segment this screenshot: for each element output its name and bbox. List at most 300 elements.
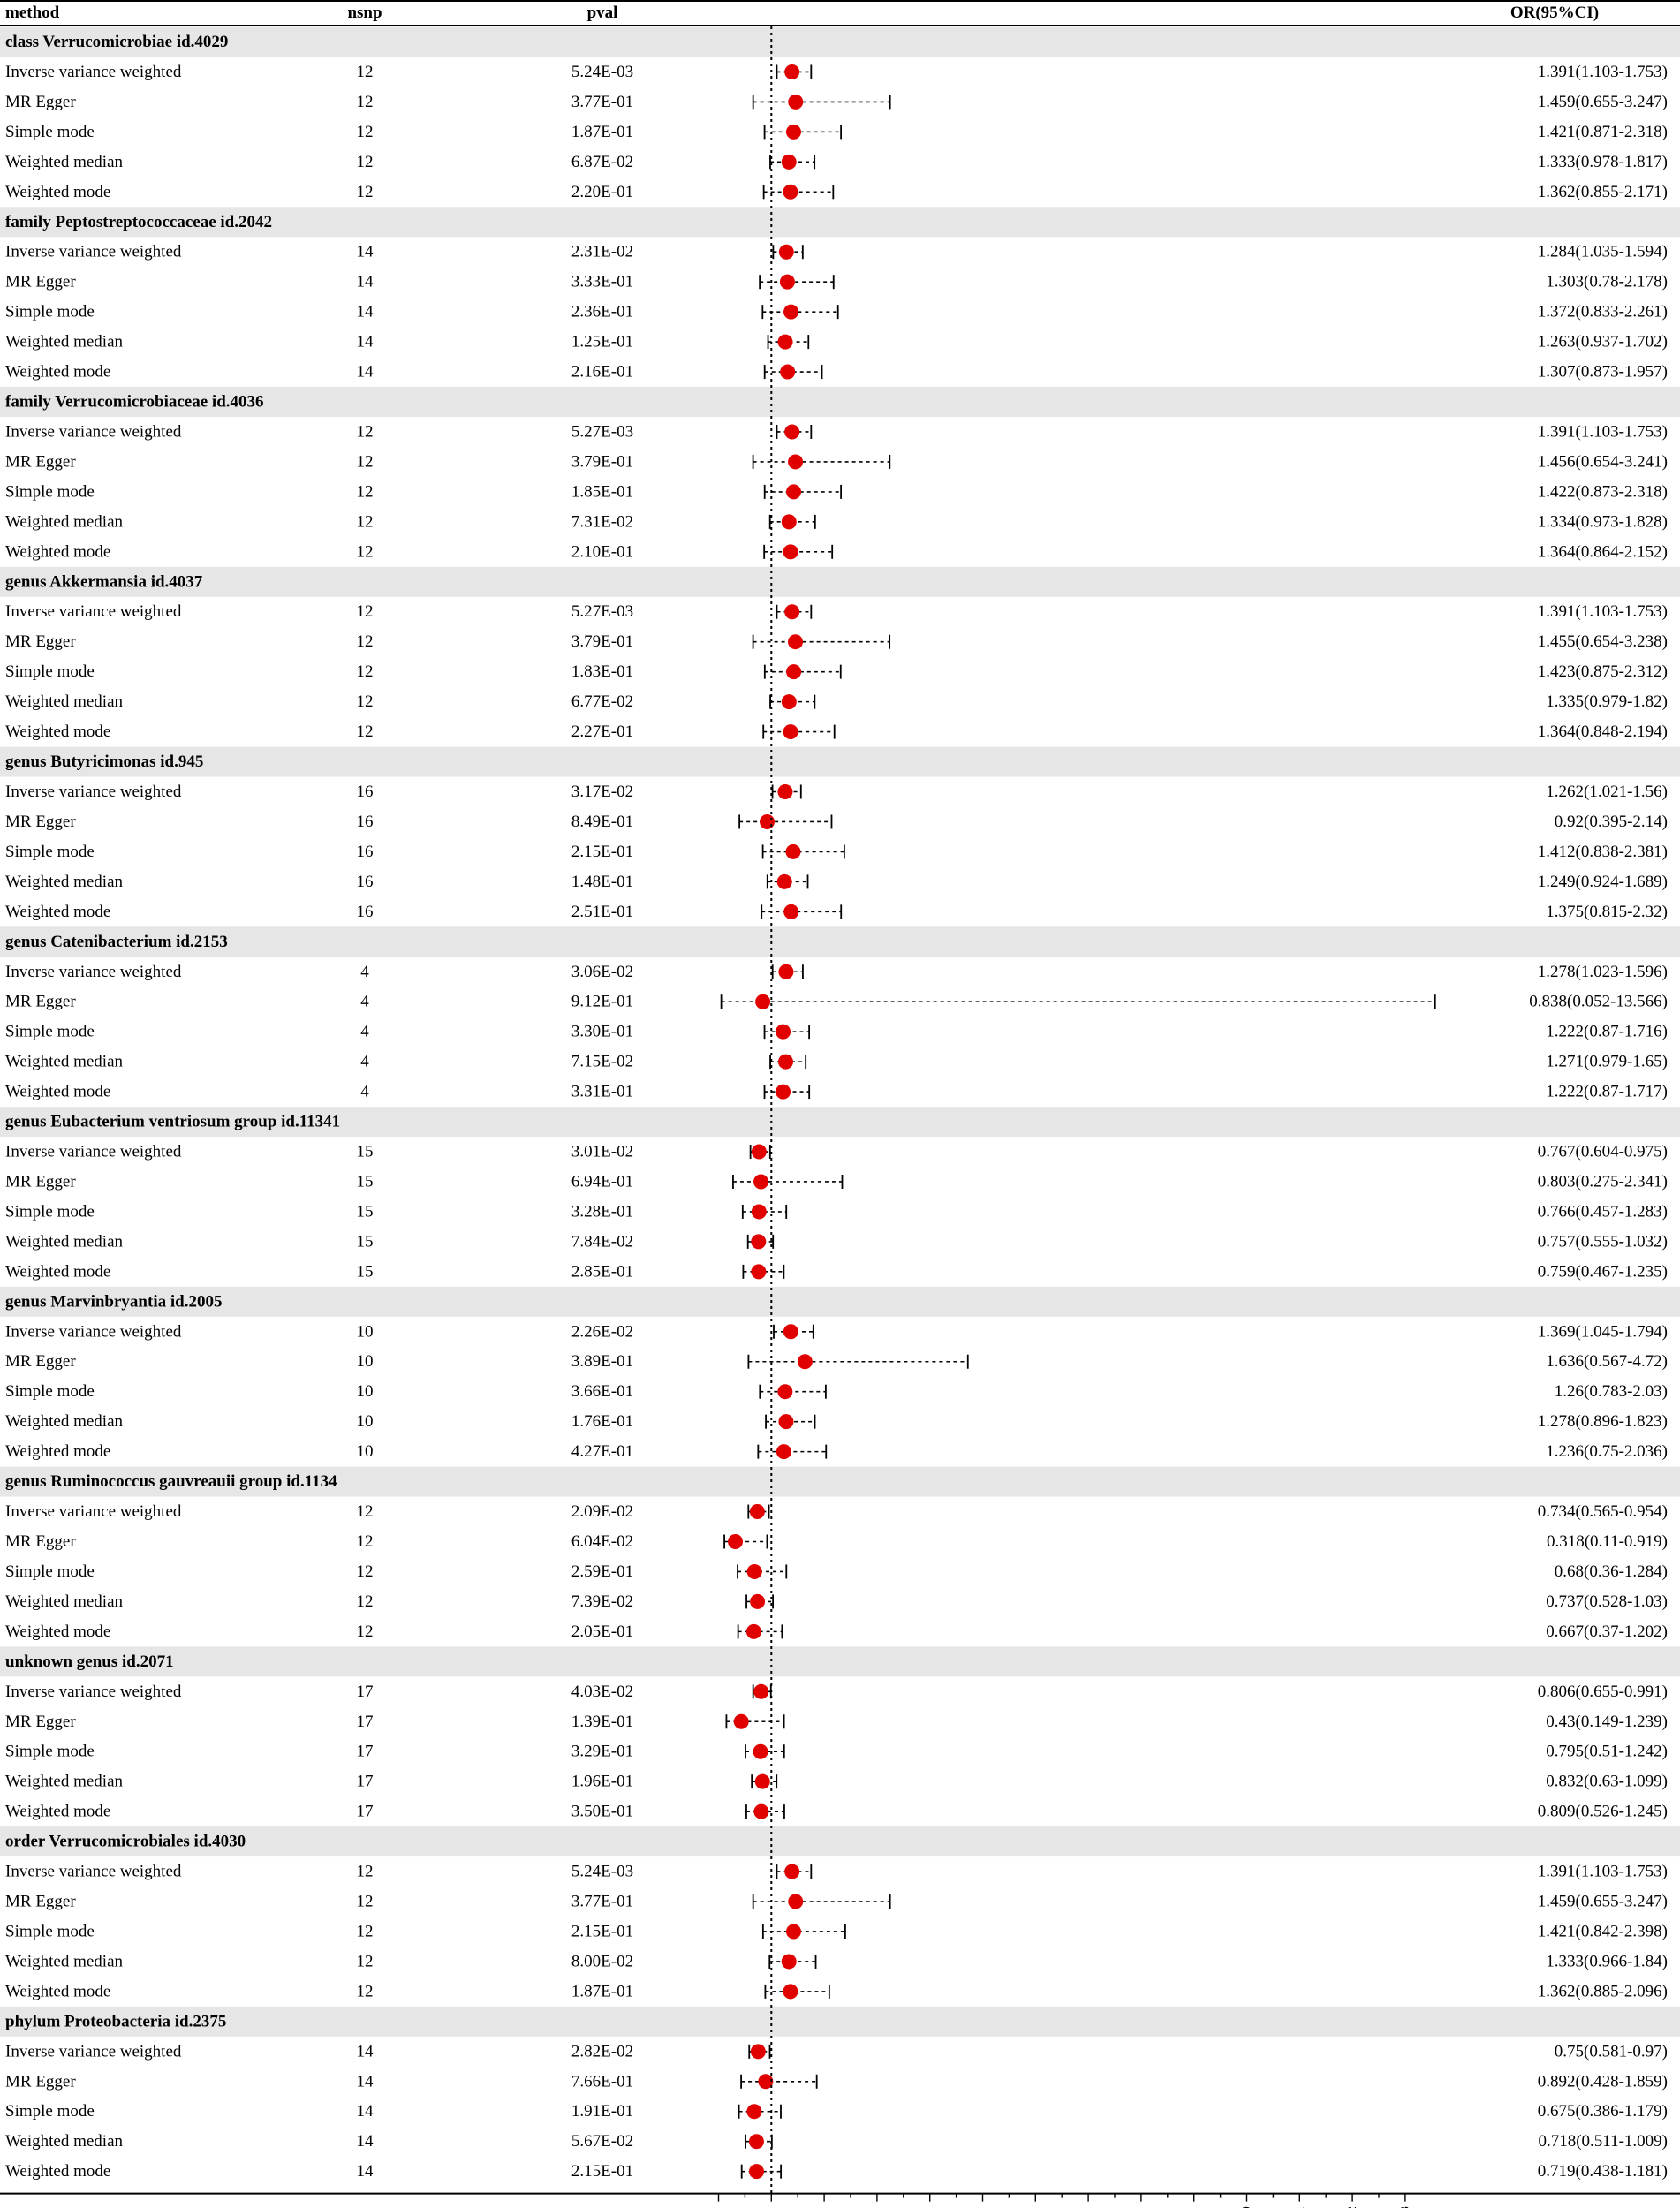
or-point <box>753 1804 768 1819</box>
pval-value: 2.15E-01 <box>571 2162 634 2182</box>
nsnp-value: 12 <box>356 1952 374 1971</box>
nsnp-value: 12 <box>356 422 374 442</box>
group-band <box>0 567 1680 597</box>
nsnp-value: 12 <box>356 1502 374 1522</box>
pval-value: 9.12E-01 <box>571 992 634 1011</box>
method-label: MR Egger <box>5 1712 76 1731</box>
pval-value: 3.28E-01 <box>571 1202 634 1221</box>
or-point <box>777 784 792 799</box>
group-label: unknown genus id.2071 <box>5 1652 174 1671</box>
method-label: Inverse variance weighted <box>5 422 182 442</box>
nsnp-value: 15 <box>356 1202 374 1221</box>
pval-value: 3.33E-01 <box>571 272 634 291</box>
or-point <box>749 2164 764 2179</box>
or-point <box>755 994 770 1009</box>
nsnp-value: 12 <box>356 662 374 682</box>
method-label: Simple mode <box>5 842 95 861</box>
or-ci-label: 1.423(0.875-2.312) <box>1537 662 1668 682</box>
group-label: genus Butyricimonas id.945 <box>5 752 204 772</box>
or-point <box>798 1354 813 1369</box>
or-ci-label: 1.249(0.924-1.689) <box>1537 872 1668 891</box>
method-label: MR Egger <box>5 632 76 652</box>
pval-value: 1.91E-01 <box>571 2102 634 2121</box>
or-ci-label: 0.757(0.555-1.032) <box>1537 1232 1668 1251</box>
nsnp-value: 12 <box>356 152 374 171</box>
or-point <box>782 514 797 529</box>
method-label: Weighted median <box>5 1232 124 1251</box>
or-point <box>746 2104 761 2119</box>
or-ci-label: 0.318(0.11-0.919) <box>1546 1532 1668 1551</box>
nsnp-value: 14 <box>356 332 374 352</box>
nsnp-value: 10 <box>356 1322 374 1342</box>
or-point <box>776 1444 791 1459</box>
or-ci-label: 0.75(0.581-0.97) <box>1554 2042 1668 2061</box>
or-ci-label: 1.222(0.87-1.717) <box>1546 1082 1668 1101</box>
or-ci-label: 1.362(0.855-2.171) <box>1537 182 1668 201</box>
nsnp-value: 12 <box>356 122 374 141</box>
group-band <box>0 1646 1680 1676</box>
x-axis <box>0 2194 1680 2208</box>
nsnp-value: 12 <box>356 1592 374 1611</box>
column-header-row <box>0 1 1680 26</box>
method-label: Inverse variance weighted <box>5 602 182 622</box>
or-point <box>782 1954 797 1969</box>
header-pval: pval <box>586 4 618 22</box>
group-label: class Verrucomicrobiae id.4029 <box>5 33 229 51</box>
or-ci-label: 1.456(0.654-3.241) <box>1537 452 1668 472</box>
or-ci-label: 0.838(0.052-13.566) <box>1529 992 1668 1011</box>
pval-value: 1.39E-01 <box>571 1712 634 1731</box>
or-point <box>777 874 792 889</box>
method-label: Weighted mode <box>5 1082 111 1101</box>
method-label: Simple mode <box>5 122 95 141</box>
method-label: Inverse variance weighted <box>5 2042 182 2061</box>
nsnp-value: 14 <box>356 272 374 291</box>
or-point <box>782 694 797 709</box>
or-point <box>788 454 803 469</box>
or-point <box>777 1384 792 1399</box>
or-point <box>752 1204 767 1219</box>
method-label: Weighted mode <box>5 1622 111 1641</box>
pval-value: 3.89E-01 <box>571 1352 634 1372</box>
nsnp-value: 16 <box>356 902 374 921</box>
pval-value: 3.01E-02 <box>571 1142 634 1161</box>
pval-value: 5.27E-03 <box>571 602 634 622</box>
or-ci-label: 1.421(0.871-2.318) <box>1537 122 1668 141</box>
nsnp-value: 12 <box>356 1532 374 1551</box>
method-label: Simple mode <box>5 1382 95 1402</box>
group-band <box>0 747 1680 777</box>
or-point <box>784 604 799 619</box>
or-ci-label: 0.806(0.655-0.991) <box>1537 1682 1668 1701</box>
method-label: Simple mode <box>5 2102 95 2121</box>
or-ci-label: 1.278(1.023-1.596) <box>1537 962 1668 981</box>
pval-value: 7.84E-02 <box>571 1232 634 1251</box>
or-ci-label: 0.832(0.63-1.099) <box>1546 1772 1668 1791</box>
pval-value: 1.83E-01 <box>571 662 634 682</box>
nsnp-value: 10 <box>356 1442 374 1462</box>
method-label: Inverse variance weighted <box>5 62 182 81</box>
or-point <box>785 844 800 859</box>
pval-value: 1.25E-01 <box>571 332 634 352</box>
pval-value: 5.27E-03 <box>571 422 634 442</box>
or-point <box>786 664 801 679</box>
or-ci-label: 0.43(0.149-1.239) <box>1546 1712 1668 1731</box>
method-label: Weighted mode <box>5 1262 111 1282</box>
method-label: Inverse variance weighted <box>5 962 182 981</box>
or-point <box>776 1025 791 1040</box>
or-point <box>786 484 801 499</box>
method-label: Weighted median <box>5 152 124 171</box>
pval-value: 2.15E-01 <box>571 1922 634 1941</box>
or-ci-label: 0.719(0.438-1.181) <box>1537 2162 1668 2182</box>
method-label: Simple mode <box>5 1561 95 1581</box>
or-ci-label: 1.222(0.87-1.716) <box>1546 1022 1668 1041</box>
method-label: Weighted mode <box>5 1982 111 2001</box>
group-label: genus Eubacterium ventriosum group id.11341 <box>5 1112 341 1131</box>
or-point <box>784 424 799 439</box>
method-label: Inverse variance weighted <box>5 1862 182 1881</box>
or-point <box>749 2134 764 2149</box>
method-label: Weighted median <box>5 2132 124 2151</box>
or-point <box>784 64 799 79</box>
method-label: Weighted median <box>5 872 124 891</box>
or-ci-label: 1.262(1.021-1.56) <box>1546 783 1668 801</box>
method-label: MR Egger <box>5 1892 76 1911</box>
group-band <box>0 1826 1680 1856</box>
or-point <box>752 1145 767 1160</box>
pval-value: 1.96E-01 <box>571 1772 634 1791</box>
or-ci-label: 1.271(0.979-1.65) <box>1546 1052 1668 1071</box>
nsnp-value: 15 <box>356 1172 374 1191</box>
method-label: Simple mode <box>5 1022 95 1041</box>
or-ci-label: 1.364(0.848-2.194) <box>1537 722 1668 742</box>
nsnp-value: 12 <box>356 1922 374 1941</box>
pval-value: 3.79E-01 <box>571 452 634 472</box>
nsnp-value: 14 <box>356 302 374 321</box>
group-label: genus Catenibacterium id.2153 <box>5 932 228 951</box>
method-label: Inverse variance weighted <box>5 242 182 261</box>
pval-value: 3.06E-02 <box>571 962 634 981</box>
pval-value: 3.77E-01 <box>571 1892 634 1911</box>
or-ci-label: 1.278(0.896-1.823) <box>1537 1412 1668 1432</box>
nsnp-value: 14 <box>356 2162 374 2182</box>
or-ci-label: 0.68(0.36-1.284) <box>1554 1561 1668 1581</box>
nsnp-value: 15 <box>356 1262 374 1282</box>
or-point <box>753 1174 768 1189</box>
method-label: MR Egger <box>5 1352 76 1372</box>
pval-value: 2.10E-01 <box>571 542 634 562</box>
group-band <box>0 27 1680 57</box>
nsnp-value: 12 <box>356 1862 374 1881</box>
pval-value: 7.66E-01 <box>571 2072 634 2091</box>
or-ci-label: 1.236(0.75-2.036) <box>1546 1442 1668 1462</box>
or-point <box>778 964 793 979</box>
or-ci-label: 1.372(0.833-2.261) <box>1537 302 1668 321</box>
or-point <box>783 544 798 559</box>
group-bands <box>0 27 1680 2037</box>
or-point <box>753 1684 768 1699</box>
nsnp-value: 16 <box>356 872 374 891</box>
or-point <box>782 155 797 170</box>
method-label: Simple mode <box>5 482 95 502</box>
method-label: Simple mode <box>5 302 95 321</box>
pval-value: 2.82E-02 <box>571 2042 634 2061</box>
method-label: Weighted median <box>5 1412 124 1432</box>
method-label: Weighted median <box>5 1952 124 1971</box>
or-ci-label: 1.333(0.978-1.817) <box>1537 152 1668 171</box>
nsnp-value: 4 <box>360 962 369 981</box>
nsnp-value: 12 <box>356 1622 374 1641</box>
group-label: family Verrucomicrobiaceae id.4036 <box>5 392 264 412</box>
method-label: MR Egger <box>5 812 76 831</box>
or-ci-label: 0.766(0.457-1.283) <box>1537 1202 1668 1221</box>
nsnp-value: 12 <box>356 62 374 81</box>
pval-value: 3.29E-01 <box>571 1742 634 1761</box>
nsnp-value: 12 <box>356 692 374 712</box>
or-ci-label: 1.369(1.045-1.794) <box>1537 1322 1668 1342</box>
or-ci-label: 1.284(1.035-1.594) <box>1537 242 1668 261</box>
pval-value: 1.85E-01 <box>571 482 634 502</box>
or-point <box>750 1504 765 1519</box>
nsnp-value: 12 <box>356 182 374 201</box>
method-label: MR Egger <box>5 272 76 291</box>
nsnp-value: 12 <box>356 512 374 532</box>
method-label: Weighted median <box>5 512 124 532</box>
or-ci-label: 1.334(0.973-1.828) <box>1537 512 1668 532</box>
nsnp-value: 12 <box>356 602 374 622</box>
method-label: Weighted median <box>5 1772 124 1791</box>
or-point <box>778 1414 793 1429</box>
or-point <box>783 1984 798 1999</box>
method-label: Weighted mode <box>5 542 111 562</box>
group-label: genus Marvinbryantia id.2005 <box>5 1292 223 1312</box>
pval-value: 2.05E-01 <box>571 1622 634 1641</box>
pval-value: 7.15E-02 <box>571 1052 634 1071</box>
or-point <box>783 904 798 919</box>
pval-value: 2.26E-02 <box>571 1322 634 1342</box>
nsnp-value: 12 <box>356 92 374 111</box>
or-ci-label: 0.809(0.526-1.245) <box>1537 1802 1668 1821</box>
or-ci-label: 1.333(0.966-1.84) <box>1546 1952 1668 1971</box>
or-point <box>776 1085 791 1100</box>
or-point <box>780 365 795 380</box>
or-ci-label: 1.375(0.815-2.32) <box>1546 902 1668 921</box>
or-ci-label: 1.26(0.783-2.03) <box>1554 1382 1668 1402</box>
pval-value: 5.67E-02 <box>571 2132 634 2151</box>
or-ci-label: 1.391(1.103-1.753) <box>1537 1862 1668 1881</box>
nsnp-value: 17 <box>356 1682 374 1701</box>
or-ci-label: 0.667(0.37-1.202) <box>1546 1622 1668 1641</box>
or-ci-label: 0.892(0.428-1.859) <box>1537 2072 1668 2091</box>
or-ci-label: 1.303(0.78-2.178) <box>1546 272 1668 291</box>
method-label: Weighted median <box>5 1052 124 1071</box>
pval-value: 6.94E-01 <box>571 1172 634 1191</box>
method-label: Inverse variance weighted <box>5 1502 182 1522</box>
pval-value: 3.50E-01 <box>571 1802 634 1821</box>
method-label: MR Egger <box>5 92 76 111</box>
nsnp-value: 12 <box>356 452 374 472</box>
or-point <box>788 634 803 649</box>
or-ci-label: 1.391(1.103-1.753) <box>1537 602 1668 622</box>
method-label: Inverse variance weighted <box>5 783 182 801</box>
pval-value: 5.24E-03 <box>571 1862 634 1881</box>
pval-value: 3.31E-01 <box>571 1082 634 1101</box>
pval-value: 2.36E-01 <box>571 302 634 321</box>
header-method: method <box>5 4 60 22</box>
pval-value: 6.87E-02 <box>571 152 634 171</box>
method-label: Weighted mode <box>5 722 111 742</box>
pval-value: 2.31E-02 <box>571 242 634 261</box>
group-band <box>0 926 1680 957</box>
or-point <box>753 1744 768 1759</box>
nsnp-value: 14 <box>356 2072 374 2091</box>
nsnp-value: 4 <box>360 1022 369 1041</box>
method-label: Simple mode <box>5 1742 95 1761</box>
nsnp-value: 12 <box>356 542 374 562</box>
or-point <box>751 1234 766 1249</box>
method-label: MR Egger <box>5 2072 76 2091</box>
nsnp-value: 10 <box>356 1382 374 1402</box>
pval-value: 1.76E-01 <box>571 1412 634 1432</box>
method-label: Weighted mode <box>5 1442 111 1462</box>
nsnp-value: 12 <box>356 632 374 652</box>
or-ci-label: 1.412(0.838-2.381) <box>1537 842 1668 861</box>
nsnp-value: 16 <box>356 842 374 861</box>
nsnp-value: 17 <box>356 1742 374 1761</box>
nsnp-value: 12 <box>356 722 374 742</box>
method-label: Inverse variance weighted <box>5 1142 182 1161</box>
header-or: OR(95%CI) <box>1510 4 1600 22</box>
nsnp-value: 16 <box>356 812 374 831</box>
or-point <box>780 275 795 290</box>
method-label: Simple mode <box>5 1202 95 1221</box>
pval-value: 2.09E-02 <box>571 1502 634 1522</box>
or-ci-label: 0.734(0.565-0.954) <box>1537 1502 1668 1522</box>
pval-value: 4.03E-02 <box>571 1682 634 1701</box>
nsnp-value: 10 <box>356 1412 374 1432</box>
nsnp-value: 4 <box>360 1052 369 1071</box>
or-point <box>746 1624 761 1639</box>
nsnp-value: 14 <box>356 2042 374 2061</box>
nsnp-value: 4 <box>360 992 369 1011</box>
or-ci-label: 1.307(0.873-1.957) <box>1537 362 1668 382</box>
or-point <box>783 724 798 739</box>
pval-value: 7.39E-02 <box>571 1592 634 1611</box>
or-ci-label: 1.335(0.979-1.82) <box>1546 692 1668 712</box>
method-label: Weighted mode <box>5 1802 111 1821</box>
pval-value: 1.87E-01 <box>571 122 634 141</box>
or-ci-label: 1.421(0.842-2.398) <box>1537 1922 1668 1941</box>
or-point <box>788 95 803 110</box>
nsnp-value: 17 <box>356 1802 374 1821</box>
nsnp-value: 14 <box>356 2102 374 2121</box>
method-label: MR Egger <box>5 1532 76 1551</box>
nsnp-value: 12 <box>356 482 374 502</box>
or-ci-label: 1.459(0.655-3.247) <box>1537 1892 1668 1911</box>
pval-value: 2.20E-01 <box>571 182 634 201</box>
method-label: Weighted mode <box>5 362 111 382</box>
or-point <box>783 305 798 320</box>
group-label: genus Ruminococcus gauvreauii group id.1134 <box>5 1472 337 1492</box>
or-ci-label: 1.459(0.655-3.247) <box>1537 92 1668 111</box>
method-label: Weighted median <box>5 692 124 712</box>
or-point <box>750 1594 765 1609</box>
group-band <box>0 1287 1680 1317</box>
method-label: Simple mode <box>5 662 95 682</box>
pval-value: 8.00E-02 <box>571 1952 634 1971</box>
method-label: Inverse variance weighted <box>5 1682 182 1701</box>
or-point <box>783 185 798 200</box>
or-point <box>778 335 793 350</box>
or-point <box>786 125 801 140</box>
or-ci-label: 1.263(0.937-1.702) <box>1537 332 1668 352</box>
method-label: Weighted median <box>5 332 124 352</box>
or-point <box>755 1774 770 1789</box>
method-label: Weighted mode <box>5 902 111 921</box>
method-label: Weighted mode <box>5 2162 111 2182</box>
or-point <box>760 814 775 829</box>
pval-value: 6.04E-02 <box>571 1532 634 1551</box>
or-ci-label: 1.391(1.103-1.753) <box>1537 62 1668 81</box>
nsnp-value: 14 <box>356 362 374 382</box>
group-band <box>0 2007 1680 2037</box>
or-point <box>783 1324 798 1339</box>
pval-value: 3.79E-01 <box>571 632 634 652</box>
pval-value: 6.77E-02 <box>571 692 634 712</box>
or-ci-label: 1.391(1.103-1.753) <box>1537 422 1668 442</box>
or-ci-label: 1.455(0.654-3.238) <box>1537 632 1668 652</box>
or-ci-label: 1.636(0.567-4.72) <box>1546 1352 1668 1372</box>
nsnp-value: 4 <box>360 1082 369 1101</box>
or-ci-label: 0.759(0.467-1.235) <box>1537 1262 1668 1282</box>
nsnp-value: 15 <box>356 1232 374 1251</box>
pval-value: 7.31E-02 <box>571 512 634 532</box>
or-ci-label: 0.767(0.604-0.975) <box>1537 1142 1668 1161</box>
pval-value: 3.66E-01 <box>571 1382 634 1402</box>
or-ci-label: 0.737(0.528-1.03) <box>1546 1592 1668 1611</box>
pval-value: 2.16E-01 <box>571 362 634 382</box>
pval-value: 1.87E-01 <box>571 1982 634 2001</box>
nsnp-value: 16 <box>356 783 374 801</box>
nsnp-value: 17 <box>356 1772 374 1791</box>
nsnp-value: 12 <box>356 1982 374 2001</box>
or-ci-label: 0.675(0.386-1.179) <box>1537 2102 1668 2121</box>
nsnp-value: 12 <box>356 1892 374 1911</box>
nsnp-value: 12 <box>356 1561 374 1581</box>
method-label: Weighted median <box>5 1592 124 1611</box>
group-label: family Peptostreptococcaceae id.2042 <box>5 212 272 231</box>
or-point <box>786 1924 801 1939</box>
pval-value: 3.17E-02 <box>571 783 634 801</box>
pval-value: 2.59E-01 <box>571 1561 634 1581</box>
or-ci-label: 0.803(0.275-2.341) <box>1537 1172 1668 1191</box>
pval-value: 2.51E-01 <box>571 902 634 921</box>
or-point <box>788 1894 803 1909</box>
or-point <box>747 1564 762 1579</box>
method-label: MR Egger <box>5 1172 76 1191</box>
method-label: Simple mode <box>5 1922 95 1941</box>
pval-value: 5.24E-03 <box>571 62 634 81</box>
method-label: Weighted mode <box>5 182 111 201</box>
pval-value: 1.48E-01 <box>571 872 634 891</box>
nsnp-value: 15 <box>356 1142 374 1161</box>
or-point <box>784 1864 799 1879</box>
pval-value: 2.27E-01 <box>571 722 634 742</box>
or-point <box>778 1055 793 1070</box>
or-point <box>751 2044 766 2059</box>
or-point <box>734 1714 749 1729</box>
